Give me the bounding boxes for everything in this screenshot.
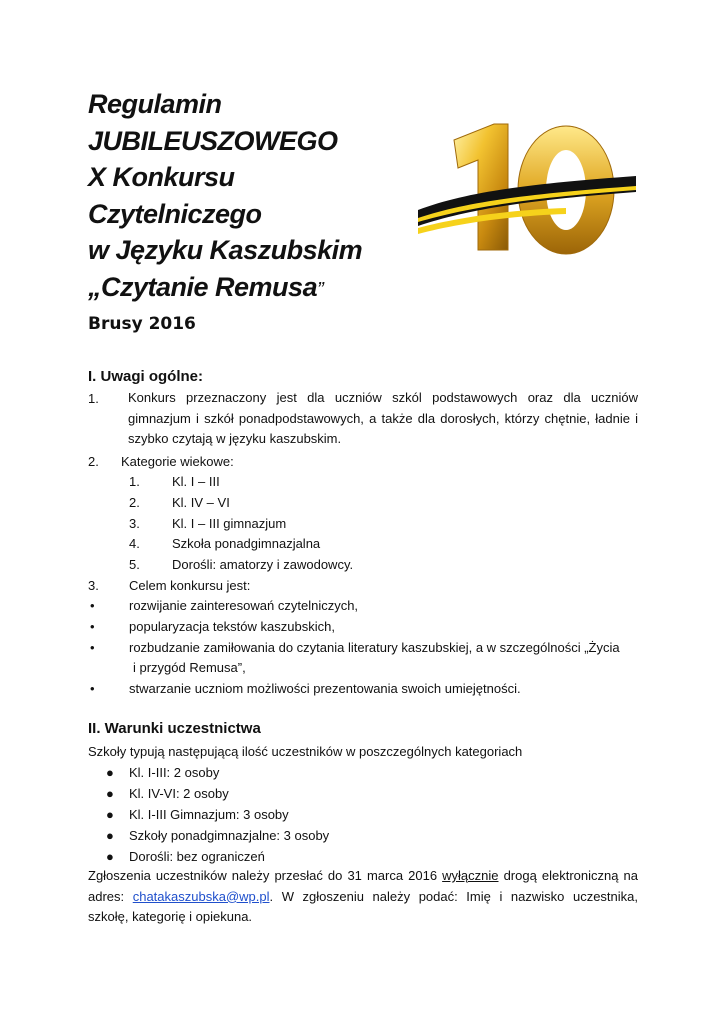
item-number: 2.: [88, 454, 99, 469]
bullet-icon: •: [90, 681, 95, 696]
bullet-icon: •: [90, 640, 95, 655]
bullet-icon: ●: [106, 807, 114, 822]
title-line: Czytelniczego: [88, 198, 262, 229]
item-number: 1.: [88, 391, 99, 406]
text-fragment: drogą elektroniczną na: [498, 868, 638, 883]
bullet-item: rozwijanie zainteresowań czytelniczych,: [129, 598, 359, 613]
text-line: szybko czytają w języku kaszubskim.: [128, 431, 342, 447]
bullet-item: rozbudzanie zamiłowania do czytania literatury kaszubskiej, a w szczególności „Życia: [129, 640, 620, 655]
bullet-icon: •: [90, 619, 95, 634]
category-number: 4.: [129, 536, 140, 551]
participants-item: Kl. I-III Gimnazjum: 3 osoby: [129, 807, 289, 822]
text-line: [88, 866, 638, 887]
title-line: JUBILEUSZOWEGO: [88, 125, 338, 156]
category-item: Kl. IV – VI: [172, 495, 230, 510]
participants-item: Kl. I-III: 2 osoby: [129, 765, 220, 780]
bullet-icon: ●: [106, 765, 114, 780]
category-number: 5.: [129, 557, 140, 572]
text-line: [88, 887, 638, 908]
competition-name: „Czytanie Remusa: [88, 271, 318, 302]
text-fragment: adres:: [88, 888, 133, 904]
bullet-item: popularyzacja tekstów kaszubskich,: [129, 619, 335, 634]
text-line: gimnazjum i szkół ponadpodstawowych, a także dla dorosłych, którzy chętnie, ładnie i: [128, 410, 638, 426]
title-line: X Konkursu: [88, 162, 235, 192]
category-item: Kl. I – III: [172, 474, 220, 489]
category-number: 2.: [129, 495, 140, 510]
section-intro: Szkoły typują następującą ilość uczestników w poszczególnych kategoriach: [88, 744, 523, 759]
category-item: Kl. I – III gimnazjum: [172, 516, 287, 531]
bullet-icon: ●: [106, 786, 114, 801]
participants-item: Kl. IV-VI: 2 osoby: [129, 786, 229, 801]
category-item: Dorośli: amatorzy i zawodowcy.: [172, 557, 354, 572]
text-fragment: Zgłoszenia uczestników należy przesłać do 31 marca 2016: [88, 868, 443, 883]
section-heading: I. Uwagi ogólne:: [88, 368, 203, 385]
text-line: szkołę, kategorię i opiekuna.: [88, 909, 253, 925]
bullet-item-continuation: i przygód Remusa”,: [133, 660, 246, 675]
category-item: Szkoła ponadgimnazjalna: [172, 536, 321, 551]
participants-item: Szkoły ponadgimnazjalne: 3 osoby: [129, 828, 330, 843]
text-line: Konkurs przeznaczony jest dla uczniów szkól podstawowych oraz dla uczniów: [128, 390, 638, 405]
list-label: Celem konkursu jest:: [129, 578, 251, 593]
subtitle: Brusy 2016: [88, 314, 196, 334]
emphasis-exclusively: wyłącznie: [442, 868, 499, 883]
bullet-item: stwarzanie uczniom możliwości prezentowania swoich umiejętności.: [129, 681, 521, 696]
bullet-icon: •: [90, 598, 95, 613]
golden-ten-ribbon-icon: [416, 118, 638, 262]
title-line: w Języku Kaszubskim: [88, 235, 363, 265]
section-heading: II. Warunki uczestnictwa: [88, 720, 261, 737]
text-fragment: . W zgłoszeniu należy podać: Imię i nazwisko uczestnika,: [269, 888, 638, 904]
title-line: Regulamin: [88, 89, 222, 119]
document-title: [88, 86, 362, 308]
list-label: Kategorie wiekowe:: [121, 454, 234, 469]
bullet-icon: ●: [106, 849, 114, 864]
closing-quote: ”: [317, 278, 324, 301]
email-link[interactable]: chatakaszubska@wp.pl: [132, 888, 270, 904]
category-number: 3.: [129, 516, 140, 531]
item-number: 3.: [88, 578, 99, 593]
bullet-icon: ●: [106, 828, 114, 843]
participants-item: Dorośli: bez ograniczeń: [129, 849, 265, 864]
title-line-competition-name: [88, 269, 362, 309]
registration-paragraph: [88, 866, 638, 928]
category-number: 1.: [129, 474, 140, 489]
paragraph: [128, 388, 638, 450]
